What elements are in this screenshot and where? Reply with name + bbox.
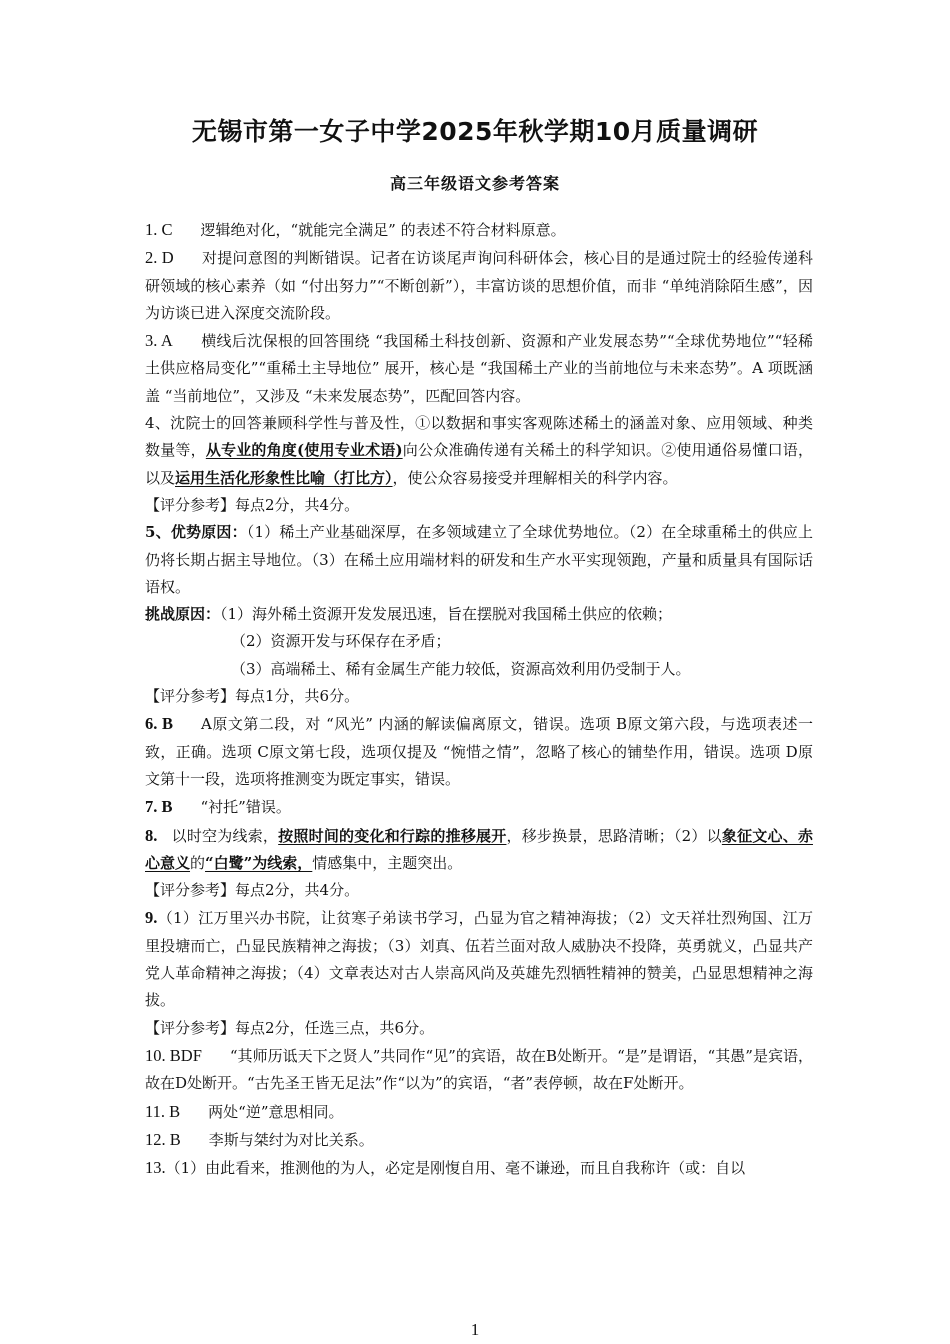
- answer-5-challenge-3: （3）高端稀土、稀有金属生产能力较低，资源高效利用仍受制于人。: [231, 659, 691, 678]
- answer-5-challenge-2: （2）资源开发与环保存在矛盾；: [231, 632, 451, 651]
- answer-7: [145, 793, 813, 821]
- answer-5-challenges: [145, 601, 813, 628]
- answer-text: 4、沈院士的回答兼顾科学性与普及性，①以数据和事实客观陈述稀土的涵盖对象、应用领域、种类数量等，: [145, 414, 813, 460]
- answer-text: ，移步换景，思路清晰；（2）以: [506, 826, 722, 845]
- answer-text: ，使公众容易接受并理解相关的科学内容。: [392, 468, 678, 487]
- answer-9: [145, 904, 813, 1014]
- answer-text: 以时空为线索，: [171, 826, 279, 845]
- answer-label: 挑战原因：: [145, 605, 221, 624]
- answer-number: 12. B: [145, 1129, 181, 1149]
- answer-4: [145, 410, 813, 492]
- underlined-key-point: 象征文心、赤心意义: [145, 826, 813, 872]
- answer-12: [145, 1126, 813, 1154]
- answer-2: [145, 244, 813, 327]
- answer-number: 9.: [145, 908, 158, 928]
- answer-number: 10. BDF: [145, 1045, 202, 1065]
- underlined-key-point: 运用生活化形象性比喻（打比方）: [175, 468, 393, 487]
- scoring-note-4: 【评分参考】每点2分，共4分。: [145, 495, 360, 514]
- answer-8: [145, 822, 813, 878]
- answer-text: A原文第二段，对 “风光” 内涵的解读偏离原文，错误。选项 B原文第六段，与选项表述一致，正确。选项 C原文第七段，选项仅提及 “惋惜之情”，忽略了核心的铺垫作用，错误。选项 D原文第十一段，选项将推测变为既定事实，错误。: [145, 715, 813, 788]
- answer-text: “衬托”错误。: [200, 798, 291, 817]
- answer-text: 逻辑绝对化，“就能完全满足” 的表述不符合材料原意。: [200, 221, 566, 239]
- answer-text: （1）稀土产业基础深厚，在多领域建立了全球优势地位。（2）在全球重稀土的供应上仍将长期占据主导地位。（3）在稀土应用端材料的研发和生产水平实现领跑，产量和质量具有国际话语权。: [145, 523, 813, 596]
- answer-11: [145, 1098, 813, 1126]
- page-title: 无锡市第一女子中学2025年秋学期10月质量调研: [191, 117, 759, 146]
- answer-number: 2. D: [145, 248, 174, 268]
- answer-number: 6. B: [145, 714, 174, 734]
- answer-number: 8.: [145, 825, 158, 845]
- answer-number: 11. B: [145, 1101, 181, 1121]
- page-subtitle: 高三年级语文参考答案: [389, 174, 560, 193]
- answer-label: 5、优势原因：: [145, 523, 247, 542]
- answer-text: 两处“逆”意思相同。: [208, 1102, 344, 1121]
- underlined-key-point: 按照时间的变化和行踪的推移展开: [278, 826, 507, 845]
- answer-text: 向公众准确传递有关稀土的科学知识。②使用通俗易懂口语，以及: [145, 441, 813, 487]
- answer-3: [145, 327, 813, 410]
- scoring-note-9: 【评分参考】每点2分，任选三点，共6分。: [145, 1018, 435, 1037]
- answer-5: [145, 519, 813, 601]
- answer-number: 3. A: [145, 331, 173, 351]
- answer-number: 7. B: [145, 797, 173, 817]
- answer-number: 13.: [145, 1158, 166, 1178]
- answer-content: [145, 216, 813, 1182]
- answer-text: 李斯与桀纣为对比关系。: [208, 1130, 374, 1149]
- answer-1: [145, 216, 813, 244]
- scoring-note-8: 【评分参考】每点2分，共4分。: [145, 881, 360, 900]
- answer-text: （1）由此看来，推测他的为人，必定是刚愎自用、毫不谦逊，而且自我称许（或：自以: [165, 1159, 746, 1178]
- answer-10: [145, 1042, 813, 1098]
- answer-text: “其师历诋天下之贤人”共同作“见”的宾语，故在B处断开。“是”是谓语，“其愚”是宾语，故在D处断开。“古先圣王皆无足法”作“以为”的宾语，“者”表停顿，故在F处断开。: [145, 1046, 813, 1093]
- answer-text: （1）江万里兴办书院，让贫寒子弟读书学习，凸显为官之精神海拔；（2）文天祥壮烈殉国、江万里投塘而亡，凸显民族精神之海拔；（3）刘真、伍若兰面对敌人威胁决不投降，英勇就义，凸显共产党人革命精神之海拔；（4）文章表达对古人崇高风尚及英雄先烈牺牲精神的赞美，凸显思想精神之海拔。: [145, 909, 813, 1010]
- answer-6: [145, 710, 813, 793]
- underlined-key-point: “白鹭”为线索，: [205, 853, 313, 872]
- answer-13: [145, 1154, 813, 1182]
- answer-text: 对提问意图的判断错误。记者在访谈尾声询问科研体会，核心目的是通过院士的经验传递科研领域的核心素养（如 “付出努力”“不断创新”），丰富访谈的思想价值，而非 “单纯消除陌生感”，因为访谈已进入深度交流阶段。: [145, 249, 813, 322]
- answer-number: 1. C: [145, 220, 173, 239]
- answer-text: 的: [190, 853, 206, 872]
- scoring-note-5: 【评分参考】每点1分，共6分。: [145, 687, 360, 706]
- answer-text: 横线后沈保根的回答围绕 “我国稀土科技创新、资源和产业发展态势”“全球优势地位”“轻稀土供应格局变化”“重稀土主导地位” 展开，核心是 “我国稀土产业的当前地位与未来态势”。A 项既涵盖 “当前地位”，又涉及 “未来发展态势”，匹配回答内容。: [145, 332, 813, 405]
- answer-text: 情感集中，主题突出。: [312, 853, 463, 872]
- page-number: 1: [470, 1320, 480, 1339]
- answer-text: （1）海外稀土资源开发发展迅速，旨在摆脱对我国稀土供应的依赖；: [220, 605, 673, 624]
- underlined-key-point: 从专业的角度(使用专业术语): [205, 441, 403, 460]
